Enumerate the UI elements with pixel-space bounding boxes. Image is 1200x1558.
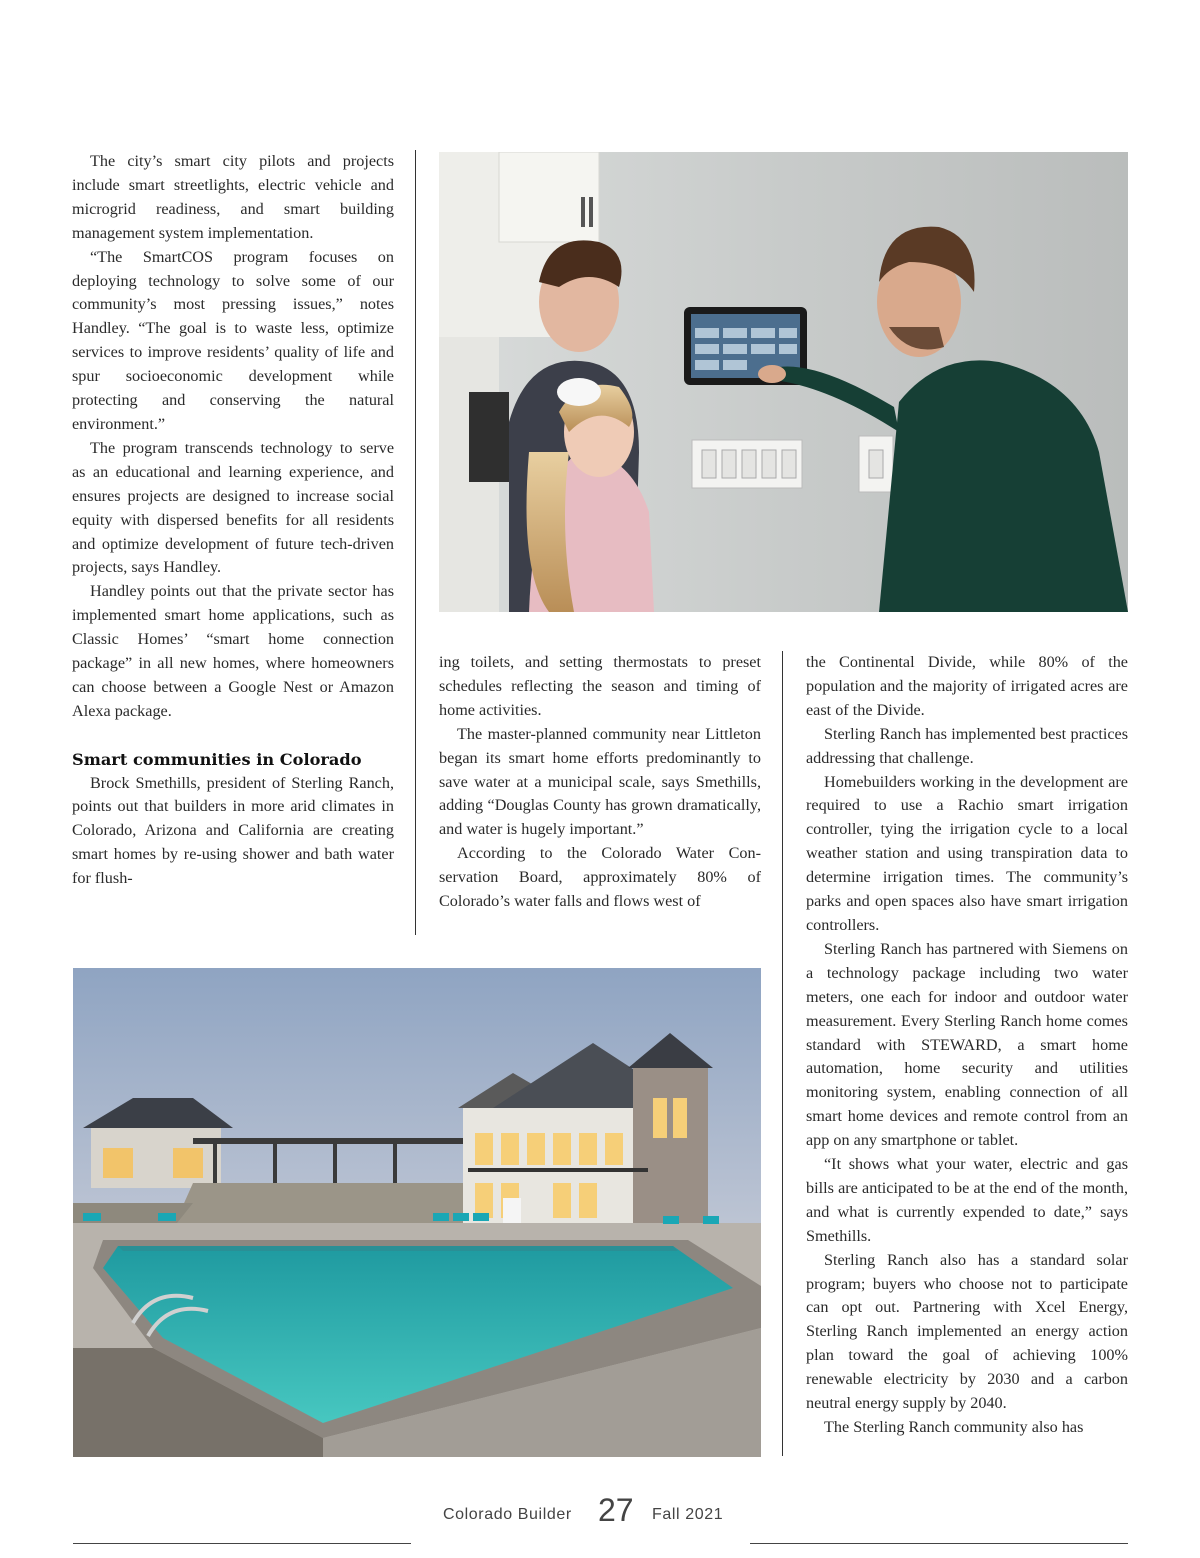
paragraph: Sterling Ranch also has a standard solar program; buyers who choose not to participate can opt out. Partnering with Xcel Energy, Sterling Ranch implemented an energy action plan toward the goal of achieving 100% renewable electricity by 2030 and a carbon neutral energy supply by 2040.	[806, 1250, 1128, 1413]
paragraph: ing toilets, and setting thermostats to preset schedules reflecting the season and timing of home activities.	[439, 653, 761, 719]
footer-rule-right	[750, 1543, 1128, 1544]
paragraph: The program transcends technology to serve as an educational and learning experience, and ensures projects are designed to increase social equity with dispersed benefits for all residents and optimize development of future tech-driven projects, says Handley.	[72, 438, 394, 577]
page-footer	[0, 1490, 1200, 1540]
paragraph: the Continental Divide, while 80% of the population and the majority of irrigated acres are east of the Divide.	[806, 653, 1128, 719]
smart-home-panel-photo	[439, 152, 1128, 612]
section-heading: Smart communities in Colorado	[72, 749, 362, 769]
column-1	[72, 150, 394, 891]
paragraph: According to the Colorado Water Conservation Board, approximately 80% of Colorado’s water falls and flows west of	[439, 844, 761, 911]
paragraph: Brock Smethills, president of Sterling Ranch, points out that builders in more arid climates in Colorado, Arizona and California are creating smart homes by re-using shower and bath water for flush-	[72, 773, 394, 888]
paragraph: The city’s smart city pilots and projects include smart streetlights, electric vehicle and microgrid readiness, and smart building management system implementation.	[72, 152, 394, 242]
paragraph: Sterling Ranch has partnered with Siemens on a technology package including two water meters, one each for indoor and outdoor water measurement. Every Sterling Ranch home comes standard with STEWARD, a smart home automation, home security and utilities monitoring system, enabling connection of all smart home devices and remote control from an app on any smartphone or tablet.	[806, 939, 1128, 1150]
paragraph: Sterling Ranch has implemented best practices addressing that challenge.	[806, 724, 1128, 767]
paragraph: Handley points out that the private sector has implemented smart home applications, such as Classic Homes’ “smart home connection package” in all new homes, where homeowners can choose between a Google Nest or Amazon Alexa package.	[72, 582, 394, 720]
clubhouse-pool-photo	[73, 968, 761, 1457]
column-2	[439, 651, 761, 914]
paragraph: The Sterling Ranch community also has	[824, 1418, 1084, 1436]
column-3	[806, 651, 1128, 1440]
paragraph: The master-planned community near Littleton began its smart home efforts predominantly to save water at a municipal scale, says Smethills, adding “Douglas County has grown dramatically, and water is hugely important.”	[439, 724, 761, 839]
footer-rule-left	[73, 1543, 411, 1544]
publication-name: Colorado Builder	[443, 1506, 572, 1523]
issue-date: Fall 2021	[652, 1506, 724, 1523]
paragraph: “It shows what your water, electric and gas bills are anticipated to be at the end of the month, and what is currently expended to date,” says Smethills.	[806, 1155, 1128, 1245]
column-divider	[415, 150, 416, 935]
paragraph: Homebuilders working in the development are required to use a Rachio smart irrigation controller, tying the irrigation cycle to a local weather station and using transpiration data to determine irrigation times. The community’s parks and open spaces also have smart irrigation controllers.	[806, 772, 1128, 934]
page-number: 27	[598, 1492, 634, 1528]
paragraph: “The SmartCOS program focuses on deploying technology to solve some of our community’s most pressing issues,” notes Handley. “The goal is to waste less, optimize services to improve residents’ quality of life and spur socioeconomic development while protecting and conserving the natural environment.”	[72, 247, 394, 433]
column-divider	[782, 651, 783, 1456]
